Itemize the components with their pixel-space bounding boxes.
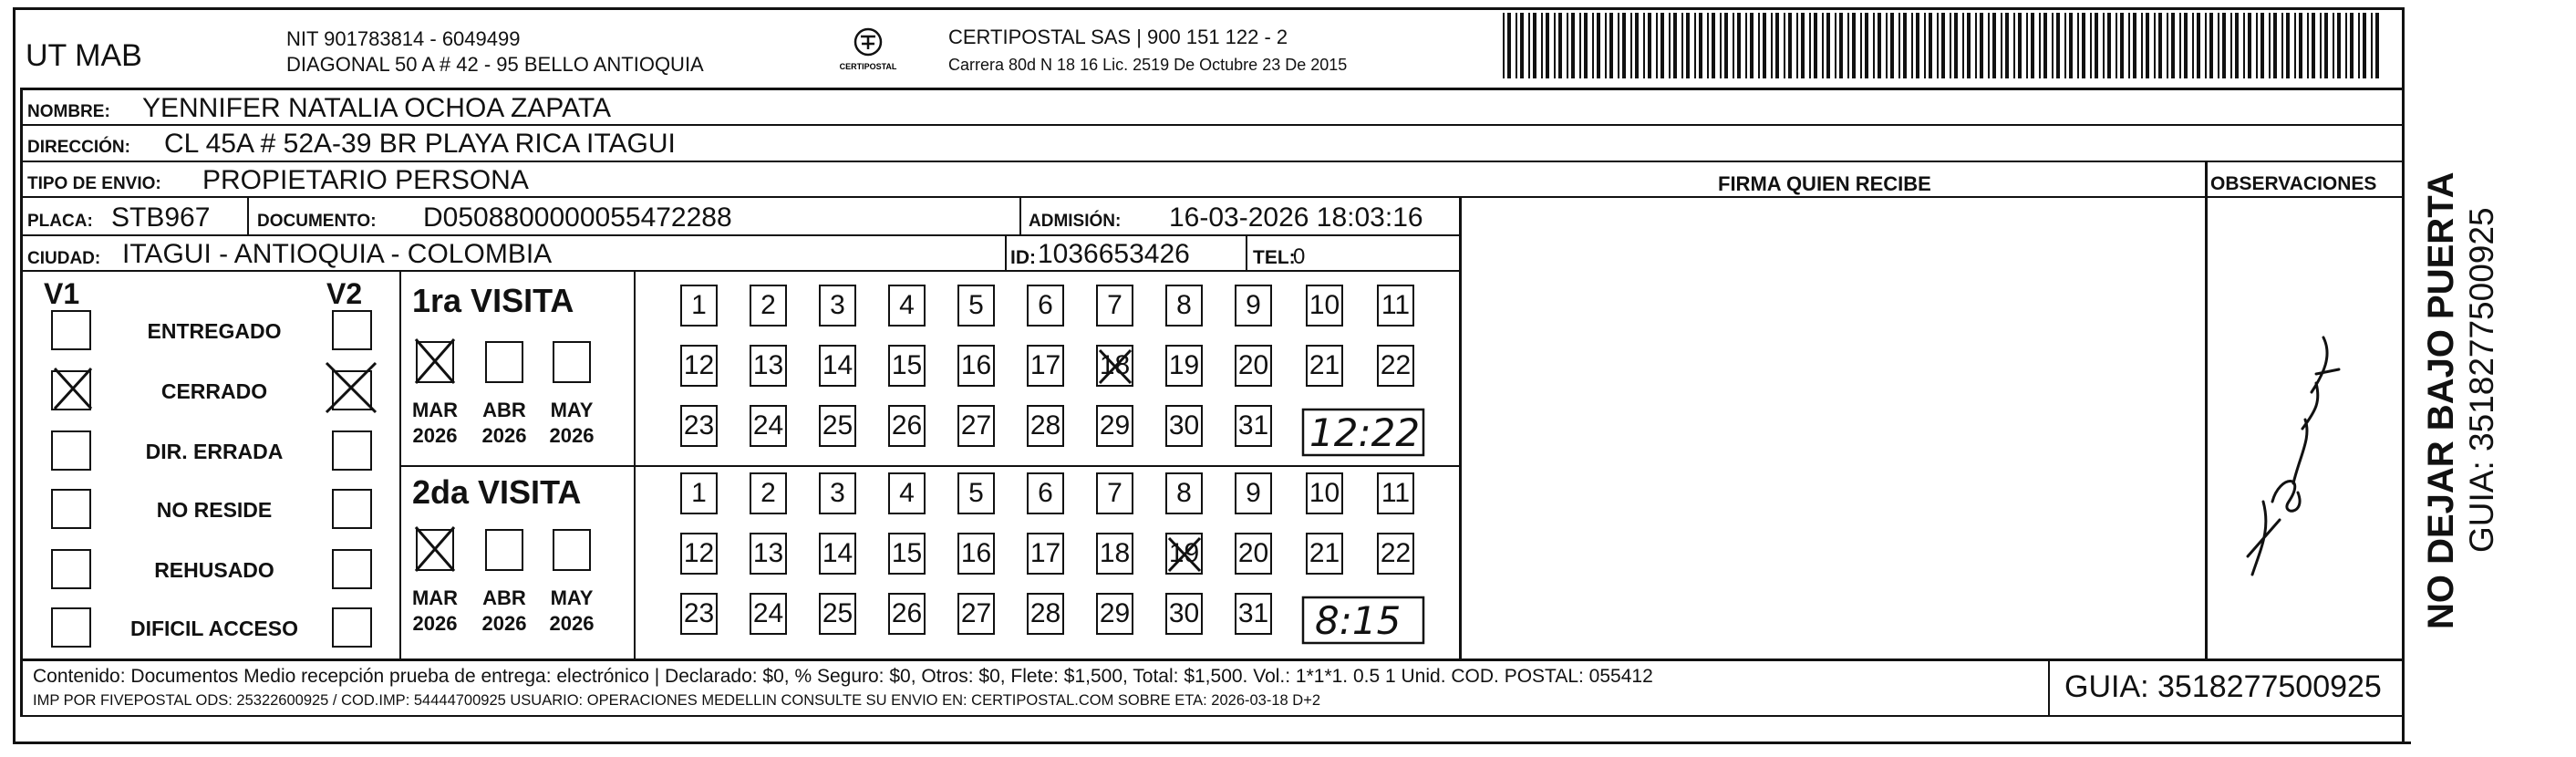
svg-text:CERTIPOSTAL: CERTIPOSTAL [839, 62, 897, 71]
visit2-day-box[interactable]: 31 [1235, 593, 1272, 635]
rule [20, 270, 1459, 272]
barcode-bar [1788, 13, 1792, 78]
barcode-bar [1622, 13, 1626, 78]
visit2-day-box[interactable]: 10 [1306, 472, 1343, 514]
side-guia: GUIA: 3518277500925 [2463, 207, 2500, 553]
barcode-bar [2218, 13, 2219, 78]
rule [399, 465, 1459, 467]
visit2-day-box[interactable]: 13 [750, 533, 787, 575]
barcode-bar [2248, 13, 2251, 78]
visit2-time: 8:15 [1302, 596, 1424, 644]
barcode-bar [2375, 13, 2379, 78]
barcode-bar [1847, 13, 1849, 78]
barcode-bar [1937, 13, 1939, 78]
barcode-bar [1618, 13, 1619, 78]
visit1-day-box[interactable]: 26 [888, 405, 926, 447]
barcode-bar [1745, 13, 1747, 78]
barcode-bar [2116, 13, 2117, 78]
barcode-bar [1975, 13, 1977, 78]
barcode-bar [1771, 13, 1773, 78]
barcode-bar [1758, 13, 1760, 78]
v1-checkbox-rehusado[interactable] [51, 549, 91, 589]
frame-right [2402, 7, 2405, 744]
certipostal-logo [832, 24, 905, 78]
frame-left [13, 7, 16, 744]
barcode-bar [1796, 13, 1798, 78]
placa-label: PLACA: [27, 212, 93, 231]
barcode-bar [1584, 13, 1588, 78]
admision-label: ADMISIÓN: [1029, 212, 1122, 231]
barcode-bar [2052, 13, 2054, 78]
barcode-bar [1750, 13, 1754, 78]
barcode-bar [2184, 13, 2188, 78]
visit2-day-box[interactable]: 18 [1096, 533, 1133, 575]
barcode-bar [1860, 13, 1862, 78]
barcode-bar [2286, 13, 2290, 78]
barcode-bar [2350, 13, 2354, 78]
barcode-bar [1605, 13, 1607, 78]
barcode-bar [2018, 13, 2022, 78]
visit1-day-box[interactable]: 8 [1165, 285, 1203, 327]
barcode-bar [2273, 13, 2277, 78]
visit2-day-box[interactable]: 3 [819, 472, 856, 514]
barcode-bar [1903, 13, 1907, 78]
barcode-bar [2077, 13, 2079, 78]
barcode-bar [1507, 13, 1511, 78]
visit2-day-box[interactable]: 30 [1165, 593, 1203, 635]
barcode-bar [1988, 13, 1990, 78]
id-value: 1036653426 [1038, 239, 1190, 269]
documento-value: D0508800000055472288 [423, 202, 732, 233]
rule [20, 196, 2404, 198]
visit1-day-box[interactable]: 13 [750, 345, 787, 387]
visit1-day-box[interactable]: 23 [680, 405, 718, 447]
x-mark [414, 337, 456, 385]
barcode-bar [2179, 13, 2181, 78]
v2-checkbox-rehusado[interactable] [332, 549, 372, 589]
tel-label: TEL: [1253, 247, 1296, 268]
barcode-bar [1546, 13, 1549, 78]
visit2-day-box[interactable]: 4 [888, 472, 926, 514]
firma-header: FIRMA QUIEN RECIBE [1718, 172, 1931, 195]
visit2-day-box[interactable]: 7 [1096, 472, 1133, 514]
barcode-bar [1541, 13, 1543, 78]
visit1-day-box[interactable]: 15 [888, 345, 926, 387]
id-label: ID: [1010, 247, 1036, 268]
barcode-bar [1980, 13, 1983, 78]
barcode-bar [2299, 13, 2302, 78]
visit2-day-box[interactable]: 21 [1306, 533, 1343, 575]
barcode-bar [2269, 13, 2271, 78]
visit1-day-box[interactable]: 22 [1377, 345, 1414, 387]
visit1-month-label: MAY 2026 [549, 399, 595, 447]
status-label: NO RESIDE [156, 498, 273, 522]
barcode-bar [2154, 13, 2156, 78]
visit2-day-box[interactable]: 29 [1096, 593, 1133, 635]
visit2-day-box[interactable]: 14 [819, 533, 856, 575]
barcode-bar [1635, 13, 1639, 78]
x-mark [1167, 536, 1202, 573]
barcode-bar [1924, 13, 1926, 78]
company-name: UT MAB [26, 38, 142, 73]
barcode-bar [2260, 13, 2264, 78]
x-mark [325, 361, 378, 414]
barcode-bar [2146, 13, 2149, 78]
barcode-bar [1890, 13, 1894, 78]
barcode-bar [1656, 13, 1658, 78]
barcode-bar [1681, 13, 1683, 78]
direccion-label: DIRECCIÓN: [27, 138, 130, 157]
barcode-bar [1720, 13, 1722, 78]
barcode-bar [1763, 13, 1766, 78]
barcode-bar [1967, 13, 1971, 78]
visit2-day-box[interactable]: 20 [1235, 533, 1272, 575]
barcode-bar [2167, 13, 2168, 78]
visit1-day-box[interactable]: 2 [750, 285, 787, 327]
barcode-bar [2345, 13, 2347, 78]
certipostal-line1: CERTIPOSTAL SAS | 900 151 122 - 2 [948, 26, 1288, 48]
barcode-bar [1630, 13, 1632, 78]
barcode-bar [2069, 13, 2073, 78]
barcode-bar [2043, 13, 2047, 78]
v1-label: V1 [44, 277, 80, 310]
visit1-day-box[interactable]: 14 [819, 345, 856, 387]
barcode-bar [2235, 13, 2239, 78]
barcode-bar [1733, 13, 1734, 78]
address-line: DIAGONAL 50 A # 42 - 95 BELLO ANTIOQUIA [286, 53, 704, 76]
barcode-bar [2243, 13, 2245, 78]
barcode-bar [1694, 13, 1696, 78]
barcode-bar [1886, 13, 1888, 78]
x-mark [53, 367, 93, 410]
direccion-value: CL 45A # 52A-39 BR PLAYA RICA ITAGUI [164, 129, 676, 159]
admision-value: 16-03-2026 18:03:16 [1169, 202, 1423, 233]
rule [2205, 161, 2208, 658]
barcode-bar [1898, 13, 1900, 78]
visit1-day-box[interactable]: 19 [1165, 345, 1203, 387]
tipo-value: PROPIETARIO PERSONA [202, 165, 529, 195]
tipo-label: TIPO DE ENVIO: [27, 174, 161, 193]
rule [20, 161, 2404, 162]
visit1-title: 1ra VISITA [412, 282, 574, 319]
visit2-month-label: MAY 2026 [549, 586, 595, 635]
visit1-day-box[interactable]: 24 [750, 405, 787, 447]
v2-checkbox-dir-errada[interactable] [332, 430, 372, 471]
barcode [1503, 13, 2387, 78]
barcode-bar [2256, 13, 2258, 78]
barcode-bar [2371, 13, 2373, 78]
v2-checkbox-entregado[interactable] [332, 310, 372, 350]
barcode-bar [2358, 13, 2360, 78]
rule [1246, 234, 1247, 271]
visit1-day-box[interactable]: 16 [957, 345, 995, 387]
barcode-bar [2141, 13, 2143, 78]
barcode-bar [2281, 13, 2283, 78]
visit1-day-box[interactable]: 25 [819, 405, 856, 447]
barcode-bar [2133, 13, 2136, 78]
v1-checkbox-no-reside[interactable] [51, 489, 91, 529]
placa-value: STB967 [111, 202, 211, 233]
visit1-day-box[interactable]: 17 [1027, 345, 1064, 387]
barcode-bar [1954, 13, 1958, 78]
barcode-bar [1660, 13, 1664, 78]
barcode-bar [1609, 13, 1613, 78]
v2-label: V2 [326, 277, 363, 310]
visit2-day-box[interactable]: 24 [750, 593, 787, 635]
visit2-month-label: ABR 2026 [481, 586, 527, 635]
visit1-day-box[interactable]: 28 [1027, 405, 1064, 447]
status-label: REHUSADO [154, 558, 274, 582]
visit2-day-box[interactable]: 2 [750, 472, 787, 514]
barcode-bar [1699, 13, 1702, 78]
barcode-bar [2107, 13, 2111, 78]
nombre-label: NOMBRE: [27, 102, 110, 121]
barcode-bar [2090, 13, 2092, 78]
barcode-bar [2026, 13, 2028, 78]
visit1-day-box[interactable]: 29 [1096, 405, 1133, 447]
visit1-day-box[interactable]: 27 [957, 405, 995, 447]
visit1-day-box[interactable]: 18 [1096, 345, 1133, 387]
visit1-day-box[interactable]: 3 [819, 285, 856, 327]
barcode-bar [1528, 13, 1530, 78]
barcode-bar [2205, 13, 2207, 78]
barcode-bar [1826, 13, 1830, 78]
barcode-bar [1673, 13, 1677, 78]
visit1-day-box[interactable]: 20 [1235, 345, 1272, 387]
visit1-month-label: MAR 2026 [411, 399, 459, 447]
rule [2048, 658, 2050, 715]
barcode-bar [1597, 13, 1600, 78]
rule [1459, 196, 1462, 658]
visit2-month-checkbox[interactable] [553, 529, 591, 571]
visit1-day-box[interactable]: 9 [1235, 285, 1272, 327]
visit2-day-box[interactable]: 17 [1027, 533, 1064, 575]
barcode-bar [2192, 13, 2194, 78]
tel-value: 0 [1293, 244, 1306, 269]
barcode-bar [1567, 13, 1568, 78]
documento-label: DOCUMENTO: [257, 212, 377, 231]
barcode-bar [1839, 13, 1843, 78]
rule [20, 658, 23, 717]
status-label: DIR. ERRADA [145, 440, 284, 463]
barcode-bar [2294, 13, 2296, 78]
visit1-day-box[interactable]: 1 [680, 285, 718, 327]
barcode-bar [1533, 13, 1536, 78]
barcode-bar [2230, 13, 2232, 78]
barcode-bar [2013, 13, 2015, 78]
visit2-day-box[interactable]: 6 [1027, 472, 1064, 514]
v2-checkbox-dificil-acceso[interactable] [332, 607, 372, 648]
barcode-bar [1571, 13, 1575, 78]
barcode-bar [1916, 13, 1919, 78]
barcode-bar [1724, 13, 1728, 78]
barcode-bar [2031, 13, 2034, 78]
barcode-bar [1554, 13, 1556, 78]
barcode-bar [2120, 13, 2124, 78]
v1-checkbox-entregado[interactable] [51, 310, 91, 350]
visit2-day-box[interactable]: 26 [888, 593, 926, 635]
visit1-day-box[interactable]: 5 [957, 285, 995, 327]
barcode-bar [1643, 13, 1645, 78]
barcode-bar [1592, 13, 1594, 78]
visit1-month-label: ABR 2026 [481, 399, 527, 447]
barcode-bar [1784, 13, 1785, 78]
footer-contenido: Contenido: Documentos Medio recepción prueba de entrega: electrónico | Declarado: $0, % Seguro: $0, Otros: $0, Flete: $1,500, Total: $1,500. Vol.: 1*1*1. 0.5 1 Unid. COD. POSTAL: 055412 [33, 666, 1653, 687]
barcode-bar [1712, 13, 1715, 78]
barcode-bar [1911, 13, 1913, 78]
rule [1005, 234, 1007, 271]
barcode-bar [1865, 13, 1868, 78]
barcode-bar [1950, 13, 1951, 78]
visit2-day-box[interactable]: 25 [819, 593, 856, 635]
visit2-day-box[interactable]: 5 [957, 472, 995, 514]
ciudad-value: ITAGUI - ANTIOQUIA - COLOMBIA [122, 239, 553, 269]
barcode-bar [1962, 13, 1964, 78]
barcode-bar [2209, 13, 2213, 78]
barcode-bar [1503, 13, 1505, 78]
barcode-bar [1707, 13, 1709, 78]
barcode-bar [1873, 13, 1875, 78]
nit-line: NIT 901783814 - 6049499 [286, 27, 521, 50]
barcode-bar [2363, 13, 2366, 78]
barcode-bar [2171, 13, 2175, 78]
rule [247, 198, 249, 234]
visit1-day-box[interactable]: 12 [680, 345, 718, 387]
recipient-signature [2225, 319, 2353, 593]
visit2-title: 2da VISITA [412, 473, 582, 511]
visit1-month-checkbox[interactable] [553, 341, 591, 383]
barcode-bar [1941, 13, 1945, 78]
rule [1019, 198, 1021, 234]
barcode-bar [1878, 13, 1881, 78]
barcode-bar [2056, 13, 2060, 78]
barcode-bar [1822, 13, 1824, 78]
rule [634, 272, 636, 658]
barcode-bar [1648, 13, 1651, 78]
visit2-day-box[interactable]: 8 [1165, 472, 1203, 514]
v1-checkbox-dir-errada[interactable] [51, 430, 91, 471]
visit1-day-box[interactable]: 7 [1096, 285, 1133, 327]
nombre-value: YENNIFER NATALIA OCHOA ZAPATA [142, 93, 611, 123]
status-label: DIFICIL ACCESO [129, 617, 298, 640]
visit2-day-box[interactable]: 23 [680, 593, 718, 635]
visit2-day-box[interactable]: 9 [1235, 472, 1272, 514]
visit2-day-box[interactable]: 19 [1165, 533, 1203, 575]
barcode-bar [1835, 13, 1836, 78]
barcode-bar [1852, 13, 1856, 78]
rule [20, 234, 1459, 236]
barcode-bar [1558, 13, 1562, 78]
barcode-bar [2082, 13, 2085, 78]
rule [20, 88, 2404, 90]
barcode-bar [2103, 13, 2105, 78]
barcode-bar [1801, 13, 1805, 78]
frame-top [13, 7, 2402, 10]
footer-guia: GUIA: 3518277500925 [2064, 669, 2382, 704]
barcode-bar [1686, 13, 1690, 78]
visit2-day-box[interactable]: 27 [957, 593, 995, 635]
visit2-day-box[interactable]: 12 [680, 533, 718, 575]
visit1-day-box[interactable]: 31 [1235, 405, 1272, 447]
barcode-bar [1929, 13, 1932, 78]
barcode-bar [2005, 13, 2009, 78]
barcode-bar [1992, 13, 1996, 78]
visit2-day-box[interactable]: 22 [1377, 533, 1414, 575]
visit2-day-box[interactable]: 1 [680, 472, 718, 514]
barcode-bar [2128, 13, 2130, 78]
barcode-bar [2039, 13, 2041, 78]
barcode-bar [2197, 13, 2200, 78]
barcode-bar [2312, 13, 2315, 78]
barcode-bar [2095, 13, 2098, 78]
x-mark [1098, 348, 1133, 385]
barcode-bar [1737, 13, 1741, 78]
barcode-bar [2307, 13, 2309, 78]
barcode-bar [2320, 13, 2322, 78]
v2-checkbox-no-reside[interactable] [332, 489, 372, 529]
certipostal-line2: Carrera 80d N 18 16 Lic. 2519 De Octubre 23 De 2015 [948, 56, 1348, 74]
rule [20, 658, 2404, 661]
visit1-day-box[interactable]: 30 [1165, 405, 1203, 447]
visit1-day-box[interactable]: 11 [1377, 285, 1414, 327]
visit1-time: 12:22 [1302, 409, 1424, 456]
observaciones-header: OBSERVACIONES [2210, 173, 2377, 194]
v1-checkbox-dificil-acceso[interactable] [51, 607, 91, 648]
barcode-bar [1814, 13, 1817, 78]
barcode-bar [1579, 13, 1581, 78]
visit1-day-box[interactable]: 10 [1306, 285, 1343, 327]
visit2-day-box[interactable]: 15 [888, 533, 926, 575]
barcode-bar [2222, 13, 2226, 78]
rule [20, 715, 2404, 717]
visit2-day-box[interactable]: 11 [1377, 472, 1414, 514]
barcode-bar [1809, 13, 1811, 78]
rule [20, 124, 2404, 126]
barcode-bar [2333, 13, 2334, 78]
visit1-day-box[interactable]: 4 [888, 285, 926, 327]
barcode-bar [2324, 13, 2328, 78]
no-dejar-bajo-puerta: NO DEJAR BAJO PUERTA [2421, 171, 2461, 629]
barcode-bar [2064, 13, 2066, 78]
barcode-bar [2158, 13, 2162, 78]
frame-bottom [13, 741, 2411, 744]
status-label: CERRADO [160, 379, 268, 403]
status-label: ENTREGADO [147, 319, 282, 343]
visit2-month-label: MAR 2026 [411, 586, 459, 635]
barcode-bar [1520, 13, 1524, 78]
barcode-bar [1669, 13, 1671, 78]
barcode-bar [2001, 13, 2002, 78]
barcode-bar [1516, 13, 1517, 78]
rule [20, 88, 23, 662]
barcode-bar [2337, 13, 2341, 78]
visit1-day-box[interactable]: 21 [1306, 345, 1343, 387]
visit2-day-box[interactable]: 28 [1027, 593, 1064, 635]
x-mark [414, 525, 456, 573]
barcode-bar [1775, 13, 1779, 78]
ciudad-label: CIUDAD: [27, 249, 101, 268]
visit1-day-box[interactable]: 6 [1027, 285, 1064, 327]
footer-imp: IMP POR FIVEPOSTAL ODS: 25322600925 / COD.IMP: 54444700925 USUARIO: OPERACIONES MEDELLIN CONSULTE SU ENVIO EN: CERTIPOSTAL.COM SOBRE ETA: 2026-03-18 D+2 [33, 692, 1321, 709]
visit2-month-checkbox[interactable] [485, 529, 523, 571]
visit1-month-checkbox[interactable] [485, 341, 523, 383]
visit2-day-box[interactable]: 16 [957, 533, 995, 575]
